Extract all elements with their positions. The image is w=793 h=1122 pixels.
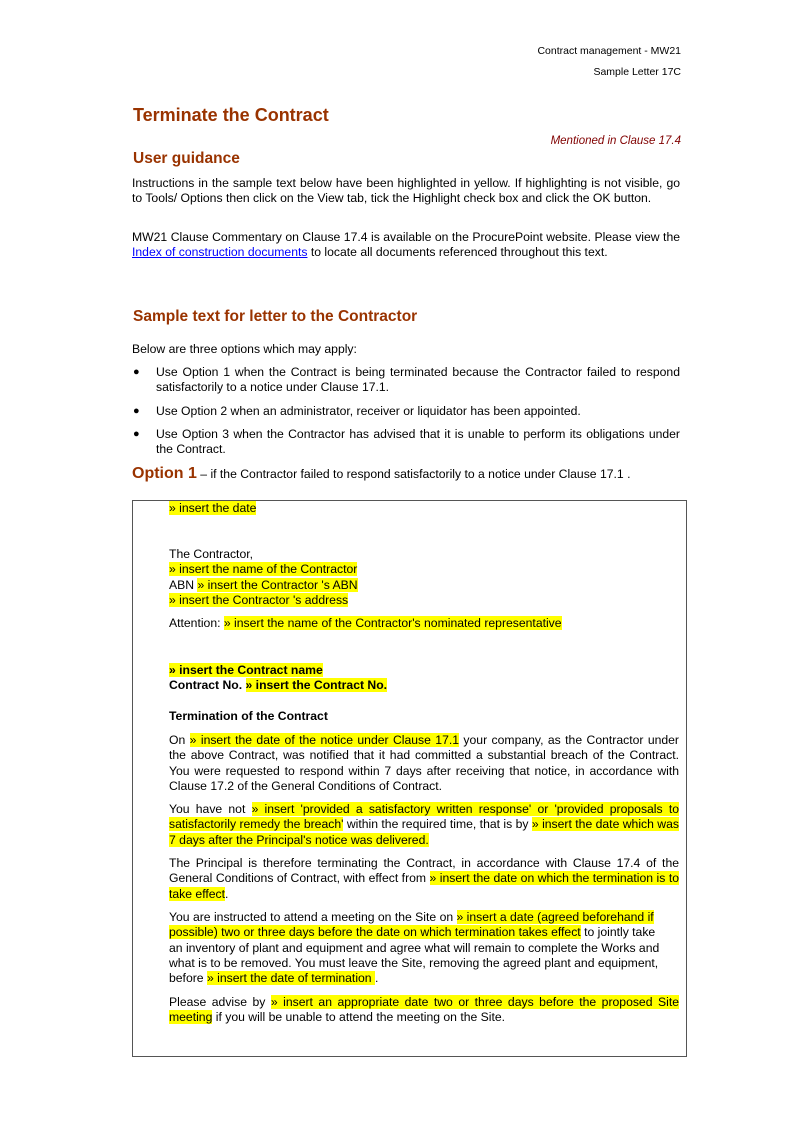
letter-paragraph-4	[169, 910, 669, 986]
text: The Principal is therefore terminating the Contract, in accordance with Clause 17.4 of the General Conditions of Contract, with effect from	[169, 856, 679, 886]
option-label: Option 1	[132, 465, 197, 482]
placeholder-advise-date: » insert an appropriate date two or three days before the proposed Site meeting	[169, 995, 679, 1025]
bullet-text: Use Option 1 when the Contract is being terminated because the Contractor failed to respond satisfactorily to a notice under Clause 17.1.	[156, 365, 680, 395]
user-guidance-heading: User guidance	[133, 150, 240, 167]
placeholder-meeting-date: » insert a date (agreed beforehand if possible) two or three days before the date on which termination takes effect	[169, 910, 654, 940]
list-item	[132, 427, 680, 458]
options-list	[132, 365, 680, 465]
letter-paragraph-2	[169, 802, 679, 848]
placeholder-contractor-name: » insert the name of the Contractor	[169, 562, 358, 577]
commentary-text: MW21 Clause Commentary on Clause 17.4 is available on the ProcurePoint website. Please view the	[132, 230, 680, 244]
text: if you will be unable to attend the meeting on the Site.	[212, 1010, 506, 1025]
letter-paragraph-3	[169, 856, 679, 902]
index-documents-link[interactable]: Index of construction documents	[132, 245, 308, 260]
bullet-text: Use Option 3 when the Contractor has advised that it is unable to perform its obligations under the Contract.	[156, 426, 680, 457]
option-heading	[132, 465, 630, 483]
bullet-text: Use Option 2 when an administrator, receiver or liquidator has been appointed.	[156, 403, 581, 418]
header-letter-id: Sample Letter 17C	[593, 66, 681, 78]
option-description: – if the Contractor failed to respond satisfactorily to a notice under Clause 17.1 .	[196, 467, 631, 481]
list-item	[132, 404, 680, 419]
contract-no-label: Contract No.	[169, 678, 246, 693]
placeholder-address: » insert the Contractor 's address	[169, 592, 349, 607]
text: .	[374, 971, 379, 986]
addressee-label: The Contractor,	[169, 547, 253, 561]
placeholder-contract-no: » insert the Contract No.	[245, 678, 388, 693]
abn-label: ABN	[169, 577, 198, 592]
letter-paragraph-1	[169, 733, 679, 794]
bullet-icon: ●	[133, 366, 140, 378]
text: to jointly take an inventory of plant and equipment and agree what will remain to complete the Works and what is to be removed. You must leave the Site, removing the agreed plant and equipment, before	[169, 925, 660, 986]
page-title: Terminate the Contract	[133, 105, 329, 125]
placeholder-response-type: » insert 'provided a satisfactory written response' or 'provided proposals to satisfactorily remedy the breach'	[169, 802, 679, 832]
placeholder-termination-date: » insert the date of termination	[206, 971, 375, 986]
header-doc-series: Contract management - MW21	[537, 45, 681, 57]
text: On	[169, 733, 190, 747]
text: your company, as the Contractor under the above Contract, was notified that it had committed a substantial breach of the Contract. You were requested to respond within 7 days after receiving that notice, in accordance with Clause 17.2 of the General Conditions of Contract.	[169, 733, 679, 793]
letter-paragraph-5	[169, 995, 679, 1026]
attention-label: Attention:	[169, 616, 224, 630]
sample-text-heading: Sample text for letter to the Contractor	[133, 308, 418, 325]
text: Please advise by	[169, 995, 271, 1009]
letter-date-line	[169, 501, 679, 516]
text: .	[225, 886, 229, 901]
commentary-paragraph	[132, 230, 680, 261]
placeholder-representative: » insert the name of the Contractor's nominated representative	[223, 616, 562, 630]
text: You are instructed to attend a meeting on the Site on	[169, 910, 457, 924]
guidance-paragraph: Instructions in the sample text below have been highlighted in yellow. If highlighting is not visible, go to Tools/ Options then click on the View tab, tick the Highlight check box and click the OK button.	[132, 176, 680, 206]
list-item	[132, 365, 680, 396]
contract-block	[169, 663, 679, 694]
bullet-icon: ●	[133, 404, 140, 417]
attention-line	[169, 616, 679, 631]
letter-subject: Termination of the Contract	[169, 709, 328, 723]
options-intro: Below are three options which may apply:	[132, 342, 357, 356]
placeholder-notice-date: » insert the date of the notice under Clause 17.1	[189, 733, 460, 747]
text: You have not	[169, 802, 252, 816]
bullet-icon: ●	[133, 427, 140, 440]
letter-template-box	[132, 500, 687, 1057]
placeholder-date: » insert the date	[169, 501, 257, 515]
text: within the required time, that is by	[343, 817, 532, 832]
placeholder-effective-date: » insert the date on which the termination is to take effect	[169, 871, 679, 901]
placeholder-deadline-date: » insert the date which was 7 days after the Principal's notice was delivered.	[169, 817, 679, 847]
addressee-block	[169, 547, 679, 608]
placeholder-abn: » insert the Contractor 's ABN	[197, 577, 358, 592]
clause-reference: Mentioned in Clause 17.4	[550, 135, 681, 147]
commentary-text-end: to locate all documents referenced throughout this text.	[307, 245, 608, 260]
placeholder-contract-name: » insert the Contract name	[169, 663, 323, 677]
